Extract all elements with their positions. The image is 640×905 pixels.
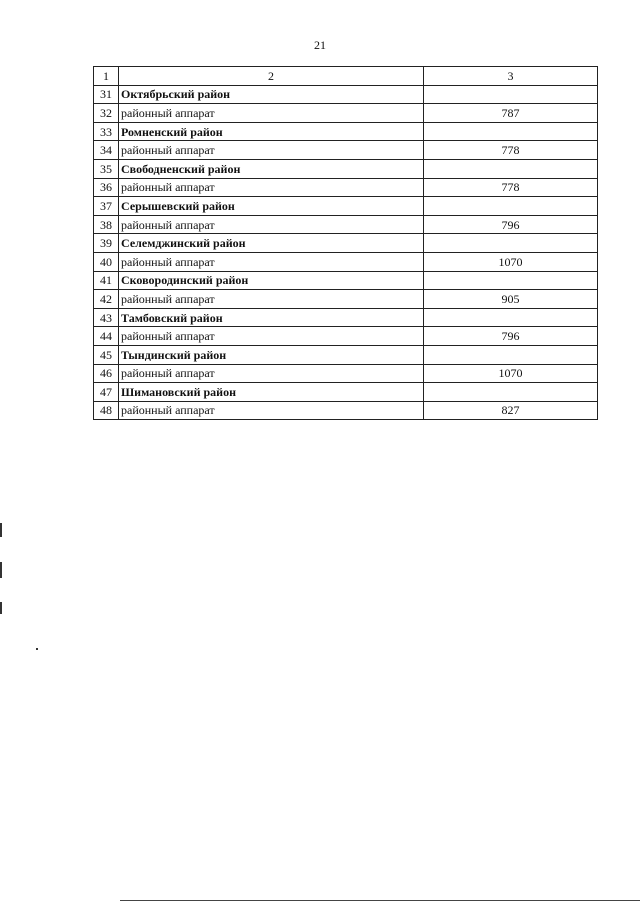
district-row — [94, 308, 598, 327]
header-col-1: 1 — [94, 67, 119, 86]
apparatus-row — [94, 327, 598, 346]
row-value — [424, 197, 598, 216]
scan-mark — [0, 562, 2, 578]
row-number: 43 — [94, 308, 119, 327]
row-number: 45 — [94, 345, 119, 364]
header-col-2: 2 — [119, 67, 424, 86]
row-number: 34 — [94, 141, 119, 160]
district-row — [94, 122, 598, 141]
district-row — [94, 345, 598, 364]
row-value: 787 — [424, 104, 598, 123]
row-number: 32 — [94, 104, 119, 123]
district-name: Серышевский район — [119, 197, 424, 216]
table-header-row — [94, 67, 598, 86]
scan-mark — [0, 523, 2, 537]
apparatus-row — [94, 178, 598, 197]
row-number: 41 — [94, 271, 119, 290]
row-number: 42 — [94, 290, 119, 309]
row-value — [424, 383, 598, 402]
apparatus-row — [94, 215, 598, 234]
apparatus-label: районный аппарат — [119, 178, 424, 197]
row-value: 778 — [424, 178, 598, 197]
apparatus-label: районный аппарат — [119, 290, 424, 309]
scan-mark — [0, 602, 2, 614]
data-table — [93, 66, 598, 420]
row-number: 39 — [94, 234, 119, 253]
scan-mark — [36, 648, 38, 650]
district-name: Селемджинский район — [119, 234, 424, 253]
row-number: 48 — [94, 401, 119, 420]
district-name: Шимановский район — [119, 383, 424, 402]
row-number: 35 — [94, 159, 119, 178]
row-number: 46 — [94, 364, 119, 383]
scan-line — [120, 900, 640, 901]
page-number: 21 — [314, 38, 326, 52]
table-body — [94, 67, 598, 420]
apparatus-label: районный аппарат — [119, 104, 424, 123]
district-name: Октябрьский район — [119, 85, 424, 104]
apparatus-row — [94, 401, 598, 420]
row-value — [424, 159, 598, 178]
apparatus-row — [94, 290, 598, 309]
row-value — [424, 122, 598, 141]
apparatus-label: районный аппарат — [119, 364, 424, 383]
row-value — [424, 234, 598, 253]
apparatus-label: районный аппарат — [119, 252, 424, 271]
district-row — [94, 197, 598, 216]
district-name: Тындинский район — [119, 345, 424, 364]
header-col-3: 3 — [424, 67, 598, 86]
district-name: Сковородинский район — [119, 271, 424, 290]
row-value — [424, 85, 598, 104]
apparatus-label: районный аппарат — [119, 141, 424, 160]
row-number: 40 — [94, 252, 119, 271]
row-number: 31 — [94, 85, 119, 104]
apparatus-label: районный аппарат — [119, 327, 424, 346]
row-value: 796 — [424, 215, 598, 234]
apparatus-row — [94, 252, 598, 271]
apparatus-label: районный аппарат — [119, 401, 424, 420]
row-value: 778 — [424, 141, 598, 160]
row-value: 796 — [424, 327, 598, 346]
district-row — [94, 159, 598, 178]
row-value — [424, 308, 598, 327]
row-value: 1070 — [424, 252, 598, 271]
row-number: 37 — [94, 197, 119, 216]
apparatus-label: районный аппарат — [119, 215, 424, 234]
row-value — [424, 345, 598, 364]
district-name: Тамбовский район — [119, 308, 424, 327]
district-name: Ромненский район — [119, 122, 424, 141]
district-row — [94, 271, 598, 290]
row-value: 1070 — [424, 364, 598, 383]
district-row — [94, 85, 598, 104]
row-number: 47 — [94, 383, 119, 402]
district-row — [94, 234, 598, 253]
row-number: 44 — [94, 327, 119, 346]
apparatus-row — [94, 141, 598, 160]
apparatus-row — [94, 104, 598, 123]
apparatus-row — [94, 364, 598, 383]
row-value: 827 — [424, 401, 598, 420]
row-number: 36 — [94, 178, 119, 197]
row-number: 33 — [94, 122, 119, 141]
district-name: Свободненский район — [119, 159, 424, 178]
row-value — [424, 271, 598, 290]
row-number: 38 — [94, 215, 119, 234]
district-row — [94, 383, 598, 402]
row-value: 905 — [424, 290, 598, 309]
